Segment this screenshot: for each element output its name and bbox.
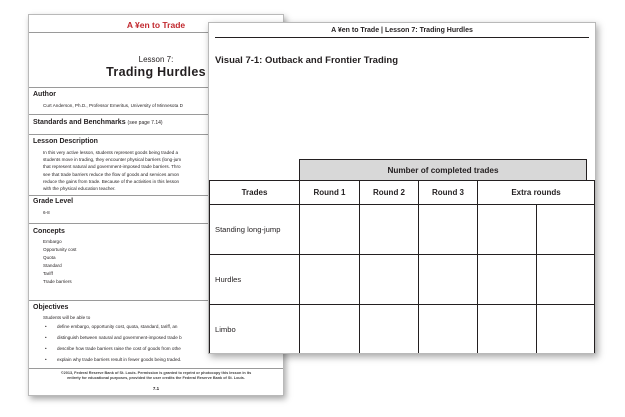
row-label-standing-long-jump: Standing long-jump xyxy=(209,204,300,255)
tally-cell xyxy=(359,254,419,305)
objective-item: • describe how trade barriers raise the cost of goods from othe xyxy=(43,343,182,354)
tally-cell xyxy=(359,304,419,354)
grade-value: 6-8 xyxy=(43,210,50,215)
brand-title: A ¥en to Trade xyxy=(126,20,186,30)
objective-item: • distinguish between natural and government-imposed trade b xyxy=(43,332,182,343)
divider xyxy=(29,368,283,369)
concept-item: Embargo xyxy=(43,239,62,244)
objectives-list xyxy=(43,321,182,365)
objective-item: • define embargo, opportunity cost, quota, standard, tariff, an xyxy=(43,321,182,332)
objectives-intro: Students will be able to xyxy=(43,315,91,320)
concept-item: Tariff xyxy=(43,271,53,277)
column-header-trades: Trades xyxy=(209,180,300,205)
tally-cell xyxy=(536,304,595,354)
standards-heading-label: Standards and Benchmarks xyxy=(33,119,126,126)
page-number: 7.1 xyxy=(152,386,160,391)
tally-cell xyxy=(299,254,360,305)
tally-cell xyxy=(536,204,595,255)
column-header-round-2: Round 2 xyxy=(359,180,419,205)
copyright-line: entirety for educational purposes, provided the user credits the Federal Reserve Bank of St. Louis. xyxy=(67,376,245,380)
concept-item: Quota xyxy=(43,255,56,261)
description-line: with the physical education teacher. xyxy=(43,186,116,192)
tally-cell xyxy=(477,254,537,305)
group-header: Number of completed trades xyxy=(299,159,587,181)
author-text: Curt Anderson, Ph.D., Professor Emeritus, University of Minnesota D xyxy=(43,103,183,108)
tally-cell xyxy=(418,304,478,354)
description-line: that represent natural and government-imposed trade barriers. Thro xyxy=(43,164,181,170)
tally-cell xyxy=(359,204,419,255)
visual-title: Visual 7-1: Outback and Frontier Trading xyxy=(215,55,399,66)
tally-cell xyxy=(418,254,478,305)
tally-cell xyxy=(477,304,537,354)
running-header: A ¥en to Trade | Lesson 7: Trading Hurdles xyxy=(331,27,473,34)
description-line: In this very active lesson, students represent goods being traded a xyxy=(43,150,179,155)
column-header-round-3: Round 3 xyxy=(418,180,478,205)
description-line: students move in trading, they encounter physical barriers (long-jum xyxy=(43,157,182,163)
concepts-list xyxy=(43,238,76,287)
copyright-footer xyxy=(29,371,283,381)
description-heading: Lesson Description xyxy=(33,138,98,145)
lesson-title: Trading Hurdles xyxy=(106,65,206,79)
concepts-heading: Concepts xyxy=(33,228,65,235)
objective-item: • explain why trade barriers result in fewer goods being traded. xyxy=(43,354,182,365)
standards-page-note: (see page 7.14) xyxy=(127,120,163,126)
visual-7-1-page xyxy=(208,22,596,354)
concept-item: Standard xyxy=(43,263,62,269)
standards-heading xyxy=(33,119,163,126)
description-line: reduce the gains from trade. Because of the activities in this lesson xyxy=(43,178,180,184)
column-header-extra-rounds: Extra rounds xyxy=(477,180,595,205)
tally-cell xyxy=(299,304,360,354)
row-label-hurdles: Hurdles xyxy=(209,254,300,305)
objectives-heading: Objectives xyxy=(33,304,69,311)
header-rule xyxy=(215,37,589,38)
grade-heading: Grade Level xyxy=(33,198,74,205)
author-heading: Author xyxy=(33,91,56,98)
concept-item: Trade barriers xyxy=(43,279,72,285)
copyright-line: ©2013, Federal Reserve Bank of St. Louis. Permission is granted to reprint or photocopy this lesson in its xyxy=(60,371,252,375)
tally-cell xyxy=(536,254,595,305)
concept-item: Opportunity cost xyxy=(43,247,77,253)
row-label-limbo: Limbo xyxy=(209,304,300,354)
description-line: see that trade barriers reduce the flow of goods and services amon xyxy=(43,171,180,177)
tally-cell xyxy=(299,204,360,255)
tally-cell xyxy=(477,204,537,255)
column-header-round-1: Round 1 xyxy=(299,180,360,205)
lesson-number: Lesson 7: xyxy=(138,55,174,64)
tally-cell xyxy=(418,204,478,255)
